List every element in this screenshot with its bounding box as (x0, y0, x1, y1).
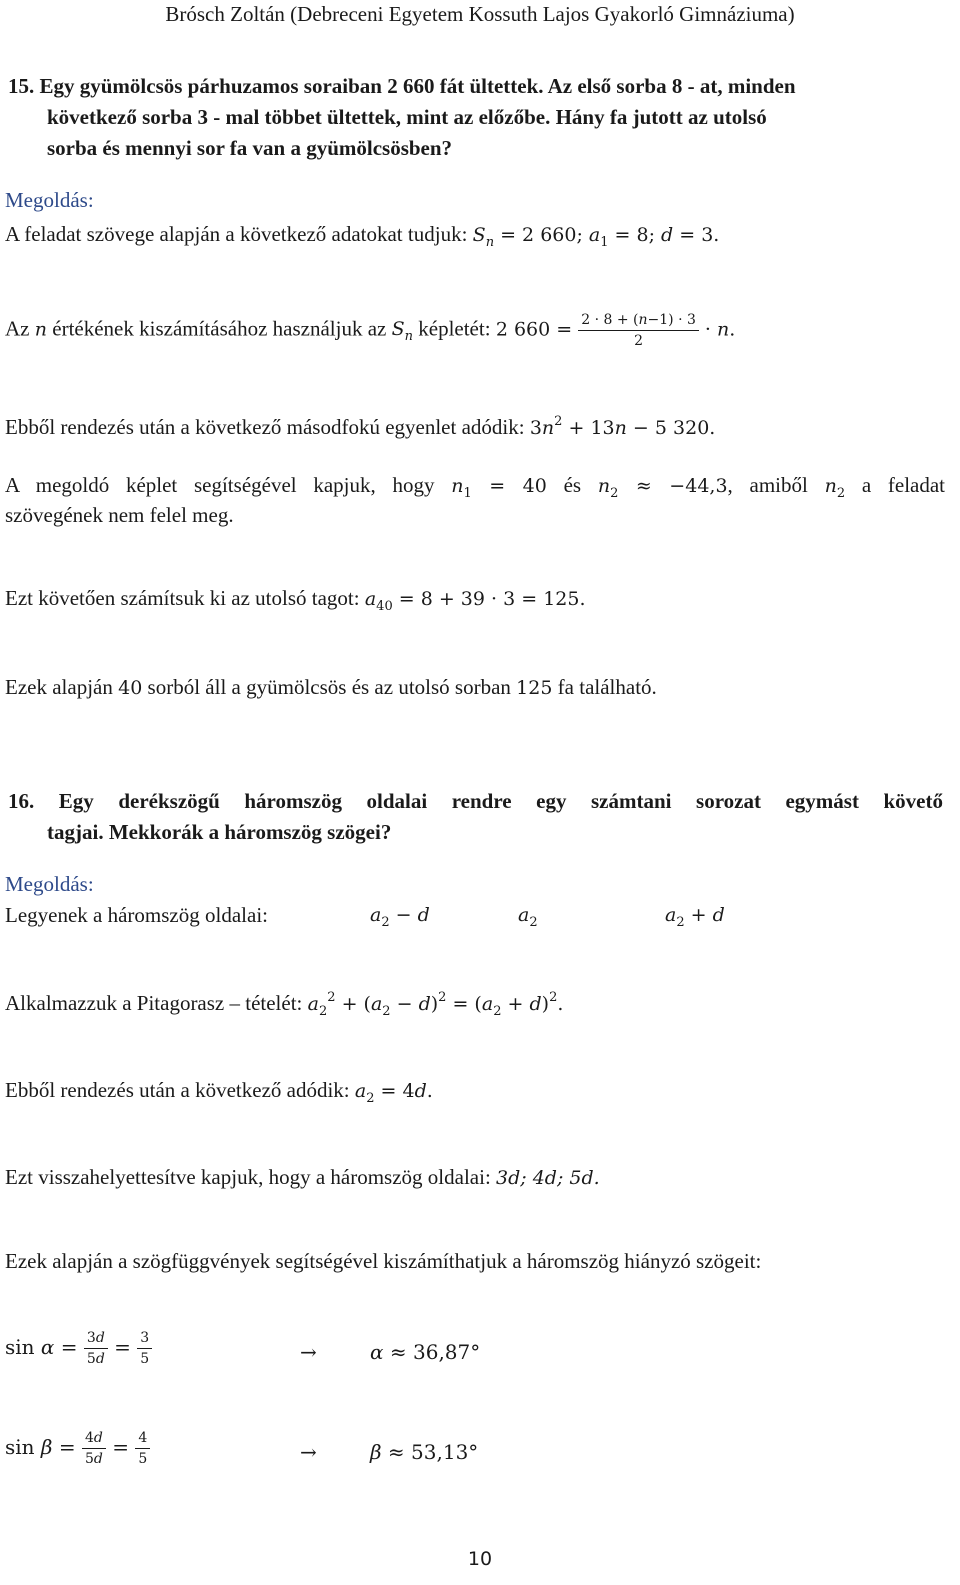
beta-result: β ≈ 53,13° (370, 1440, 479, 1464)
arrow-alpha: → (300, 1340, 317, 1364)
sin-beta-formula: sin β = $\frac{4d}{5d}$ = $\frac{4}{5}$ (5, 1430, 150, 1467)
problem-16-line-2: tagjai. Mekkorák a háromszög szögei? (47, 820, 392, 844)
p16-pythagoras: Alkalmazzuk a Pitagorasz – tételét: $a_2^2 + (a_2 - d)^2 = (a_2 + d)^2$. (5, 990, 564, 1019)
sum-fraction: $\frac{2 \cdot 8 + (n-1) \cdot 3}{2}$ (578, 312, 699, 349)
page-header: Brósch Zoltán (Debreceni Egyetem Kossuth Lajos Gyakorló Gimnáziuma) (165, 2, 795, 26)
arrow-beta: → (300, 1440, 317, 1464)
problem-16-line-1: 16. Egy derékszögű háromszög oldalai rendre egy számtani sorozat egymást követő (8, 789, 943, 813)
page-number: 10 (467, 1548, 493, 1570)
p15-roots-line-2: szövegének nem felel meg. (5, 503, 234, 527)
p16-trig-intro: Ezek alapján a szögfüggvények segítségével kiszámíthatjuk a háromszög hiányzó szögeit: (5, 1249, 762, 1273)
p16-sides-result: Ezt visszahelyettesítve kapjuk, hogy a háromszög oldalai: 3d; 4d; 5d. (5, 1165, 600, 1189)
p15-roots: A megoldó képlet segítségével kapjuk, hogy $n_1 = 40$ és $n_2 \approx -44,3$, amiből $n_2$ a feladat (5, 473, 946, 501)
solution-label-15: Megoldás: (5, 188, 94, 212)
p15-sum-formula: Az n értékének kiszámításához használjuk az $S_n$ képletét: 2 660 = $\frac{2 \cdot 8 + (n-1) \cdot 3}{2}$ · n. (5, 312, 736, 349)
side-a2: $a_2$ (518, 904, 538, 930)
p15-given-data: A feladat szövege alapján a következő adatokat tudjuk: $S_n = 2$ 660; $a_1 = 8$; d = 3. (5, 222, 720, 250)
side-a2-minus-d: $a_2 - d$ (370, 904, 430, 930)
problem-15-line-3: sorba és mennyi sor fa van a gyümölcsösben? (47, 136, 453, 160)
side-a2-plus-d: $a_2 + d$ (665, 904, 725, 930)
alpha-result: α ≈ 36,87° (370, 1340, 481, 1364)
p15-conclusion: Ezek alapján 40 sorból áll a gyümölcsös és az utolsó sorban 125 fa található. (5, 675, 657, 699)
p15-quadratic: Ebből rendezés után a következő másodfokú egyenlet adódik: $3n^2 + 13n - 5$ 320. (5, 414, 716, 439)
p15-last-term: Ezt követően számítsuk ki az utolsó tagot: $a_{40} = 8 + 39 \cdot 3 = 125$. (5, 586, 586, 614)
p16-sides-label: Legyenek a háromszög oldalai: (5, 903, 268, 927)
p16-result: Ebből rendezés után a következő adódik: $a_2 = 4d$. (5, 1078, 433, 1106)
given-data-formula: $S_n = 2$ 660; $a_1 = 8$; d = 3. (472, 224, 720, 250)
sin-alpha-formula: sin α = $\frac{3d}{5d}$ = $\frac{3}{5}$ (5, 1330, 152, 1367)
problem-15-line-2: következő sorba 3 - mal többet ültettek, mint az előzőbe. Hány fa jutott az utolsó (47, 105, 767, 129)
problem-15-line-1: 15. Egy gyümölcsös párhuzamos soraiban 2 660 fát ültettek. Az első sorba 8 - at, minden (8, 74, 796, 98)
solution-label-16: Megoldás: (5, 872, 94, 896)
